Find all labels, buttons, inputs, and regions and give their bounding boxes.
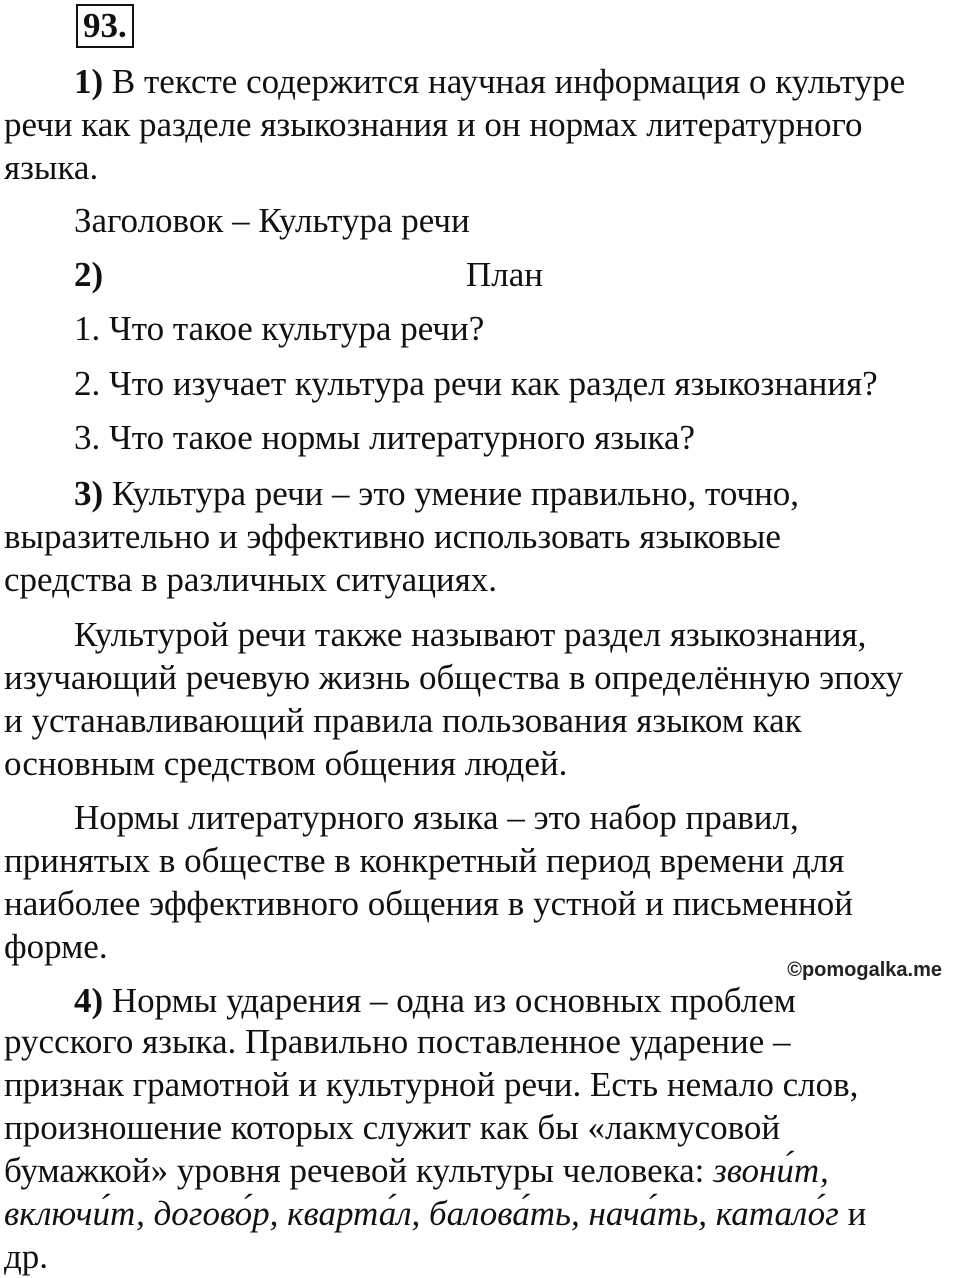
section4-line: признак грамотной и культурной речи. Есть немало слов,: [4, 1065, 859, 1104]
stress-example-words: включи́т, догово́р, кварта́л, балова́ть, нача́ть, катало́г: [4, 1194, 839, 1233]
plan-item: 2. Что изучает культура речи как раздел языкознания?: [74, 364, 878, 403]
section4-label: 4): [74, 981, 104, 1020]
section3-para3-line: Нормы литературного языка – это набор правил,: [74, 798, 799, 837]
section4-line: бумажкой» уровня речевой культуры человека: звони́т,: [4, 1151, 829, 1190]
section3-para1-line: средства в различных ситуациях.: [4, 560, 498, 599]
plan-item: 3. Что такое нормы литературного языка?: [74, 418, 696, 457]
section3-para2-line: основным средством общения людей.: [4, 744, 568, 783]
section1-line3: языка.: [4, 148, 99, 187]
section4-line: включи́т, догово́р, кварта́л, балова́ть, нача́ть, катало́г и: [4, 1194, 867, 1233]
section1-line2: речи как разделе языкознания и он нормах литературного: [4, 105, 863, 144]
section4-line: русского языка. Правильно поставленное ударение –: [4, 1022, 791, 1061]
section3-para3-line: форме.: [4, 927, 108, 966]
section3-para3-line: наиболее эффективного общения в устной и письменной: [4, 884, 853, 923]
plan-title: План: [466, 255, 544, 294]
section3-para2-line: Культурой речи также называют раздел языкознания,: [74, 615, 867, 654]
section3-para2-line: и устанавливающий правила пользования языком как: [4, 701, 802, 740]
section3-para3-line: принятых в обществе в конкретный период времени для: [4, 841, 845, 880]
section3-label: 3): [74, 474, 104, 513]
title-line: Заголовок – Культура речи: [74, 201, 470, 240]
section1-label: 1): [74, 62, 104, 101]
section4-line: произношение которых служит как бы «лакмусовой: [4, 1108, 781, 1147]
watermark: ©pomogalka.me: [787, 959, 942, 981]
section3-para1-line: выразительно и эффективно использовать языковые: [4, 517, 781, 556]
stress-example-words: звони́т,: [713, 1151, 829, 1190]
exercise-number: 93.: [76, 4, 134, 48]
section2-header: [4, 253, 960, 296]
section1-line1: 1) В тексте содержится научная информация о культуре: [74, 62, 906, 101]
section3-para2-line: изучающий речевую жизнь общества в определённую эпоху: [4, 658, 904, 697]
section4-line: др.: [4, 1237, 49, 1276]
plan-item: 1. Что такое культура речи?: [74, 309, 485, 348]
section2-label: 2): [74, 255, 104, 294]
section4-line: 4) Нормы ударения – одна из основных проблем: [74, 981, 796, 1020]
section3-para1-line: 3) Культура речи – это умение правильно, точно,: [74, 474, 800, 513]
